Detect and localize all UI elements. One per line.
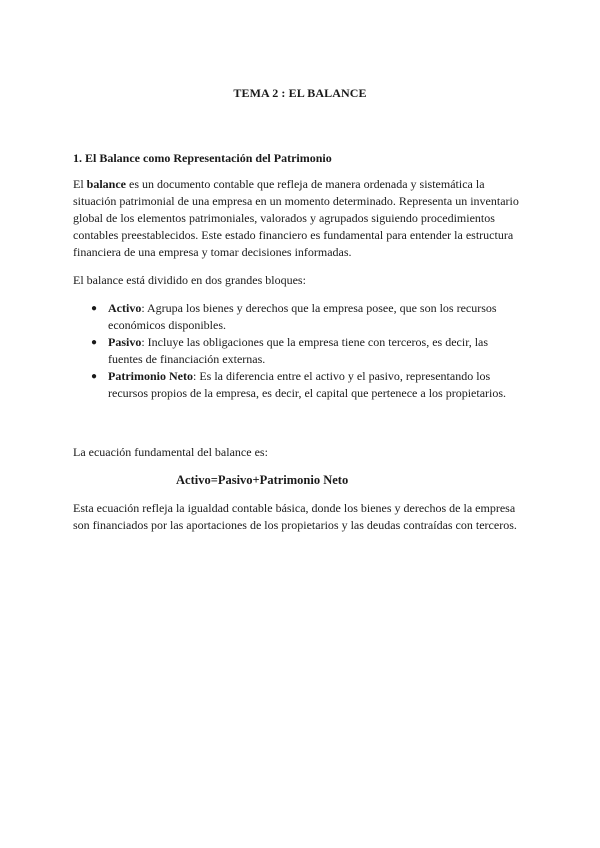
- list-item-term: Activo: [108, 301, 142, 315]
- balance-blocks-list: [73, 300, 521, 402]
- intro-bold-term: balance: [86, 177, 127, 191]
- list-item-text: : Agrupa los bienes y derechos que la empresa posee, que son los recursos económicos disponibles.: [108, 301, 497, 332]
- vertical-spacer: [73, 402, 521, 444]
- equation-intro-paragraph: La ecuación fundamental del balance es:: [73, 445, 268, 459]
- list-item-text: : Incluye las obligaciones que la empresa tiene con terceros, es decir, las fuentes de financiación externas.: [108, 335, 489, 366]
- list-item-term: Patrimonio Neto: [108, 369, 193, 383]
- list-item-pasivo: [73, 334, 521, 368]
- intro-paragraph: [73, 176, 521, 261]
- document-title: TEMA 2 : EL BALANCE: [233, 86, 367, 100]
- list-item-patrimonio-neto: [73, 368, 521, 402]
- document-body: [73, 150, 521, 545]
- balance-equation: Activo=Pasivo+Patrimonio Neto: [176, 473, 349, 487]
- list-item-activo: [73, 300, 521, 334]
- bullet-icon: ●: [91, 337, 98, 348]
- section-heading: 1. El Balance como Representación del Patrimonio: [73, 151, 332, 165]
- intro-prefix: El: [73, 177, 87, 191]
- intro-rest: es un documento contable que refleja de manera ordenada y sistemática la situación patrimonial de una empresa en un momento determinado. Representa un inventario global de los elementos patrimoniales, valorados y agrupados siguiendo procedimientos contables preestablecidos. Este estado financiero es fundamental para entender la estructura financiera de una empresa y tomar decisiones informadas.: [73, 177, 519, 259]
- bullet-icon: ●: [91, 303, 98, 314]
- closing-paragraph: Esta ecuación refleja la igualdad contable básica, donde los bienes y derechos de la empresa son financiados por las aportaciones de los propietarios y las deudas contraídas con terceros.: [73, 501, 517, 532]
- blocks-intro-paragraph: El balance está dividido en dos grandes bloques:: [73, 273, 306, 287]
- list-item-term: Pasivo: [108, 335, 142, 349]
- bullet-icon: ●: [91, 371, 98, 382]
- list-item-text: : Es la diferencia entre el activo y el pasivo, representando los recursos propios de la empresa, es decir, el capital que pertenece a los propietarios.: [108, 369, 507, 400]
